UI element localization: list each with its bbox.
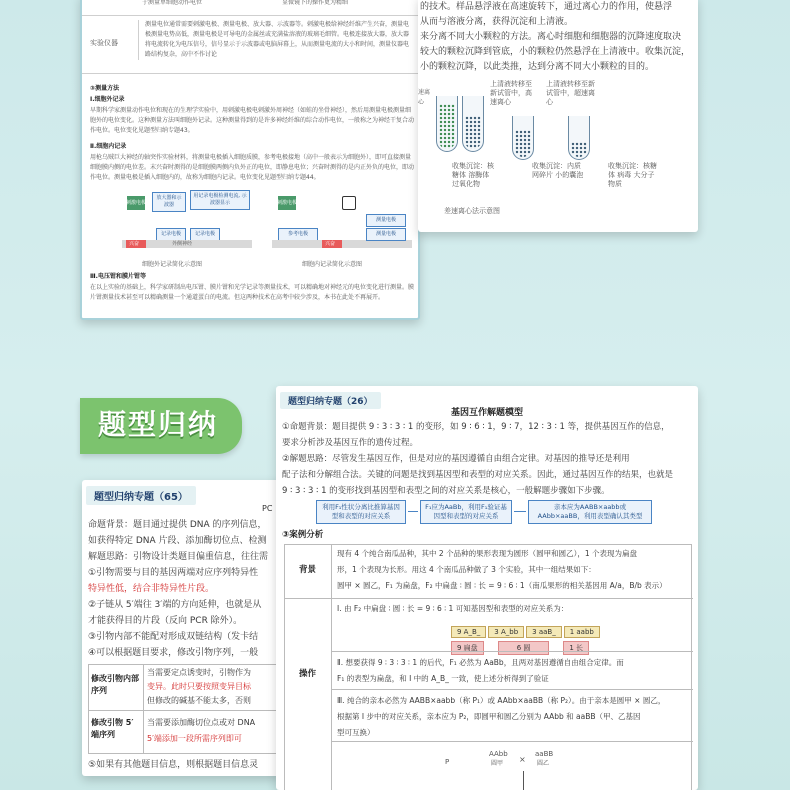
- centrifuge-line-4: 较大的颗粒沉降到管底，小的颗粒仍然悬浮在上清液中。收集沉淀，: [420, 47, 691, 57]
- fig1-caption: 细胞外记录简化示意图: [142, 261, 203, 268]
- case-bg-text1: 现有 4 个纯合南瓜品种，其中 2 个品种的果形表现为圆形（圆甲和圆乙），1 个表现为扁盘: [337, 549, 637, 558]
- tube-prefix: 速离心: [418, 89, 431, 106]
- bl-bg-line2: 如获得特定 DNA 片段、添加酶切位点、检测: [88, 536, 267, 546]
- bottom-right-title: 题型归纳专题（26）: [280, 392, 381, 409]
- bl-table: [88, 664, 282, 754]
- phenotype-2: 1 长: [563, 641, 589, 655]
- bl-row2: [89, 711, 282, 753]
- genotype-3: 1 aabb: [564, 626, 600, 638]
- genotype-2: 3 aaB_: [526, 626, 562, 638]
- bl-row1: [89, 665, 282, 711]
- case-op1: Ⅰ. 由 F₂ 中扁盘 ∶ 圆 ∶ 长 = 9 ∶ 6 ∶ 1 可知基因型和表型的对应关系为：: [337, 604, 569, 613]
- tube-4: [568, 116, 590, 160]
- bl-idea-line: 解题思路：引物设计类题目偏重信息，往往需: [88, 552, 269, 562]
- bl-row2-text2: 5′端添加一段所需序列即可: [147, 734, 242, 743]
- prev-row: [82, 0, 418, 16]
- case-table: [284, 544, 692, 790]
- top-left-page: [80, 0, 420, 320]
- phenotype-row: [451, 635, 591, 655]
- case-row-op: [285, 599, 693, 790]
- case-op-label: 操作: [299, 669, 317, 679]
- sub1-heading: Ⅰ.细胞外记录: [90, 96, 125, 103]
- meter-icon: [342, 196, 356, 210]
- fig1-label-5: 外侧神经: [172, 241, 193, 247]
- case-heading: ③案例分析: [282, 530, 324, 540]
- br-bg2: 要求分析涉及基因互作的遗传过程。: [282, 438, 419, 448]
- bl-row1-label: 修改引物内部序列: [91, 674, 139, 695]
- flow-arrow-1: [408, 511, 418, 512]
- bl-item1b: 特异性低，结合非特异性片段。: [88, 584, 215, 594]
- cross-line: [523, 771, 524, 790]
- sub2-heading: Ⅱ.细胞内记录: [90, 143, 127, 150]
- fig1-label-4: 记录电极: [190, 228, 220, 241]
- label-top-2: 上清液转移至新试管中，超速离心: [546, 80, 595, 106]
- bl-item3: ③引物内部不能配对形成双链结构（发卡结: [88, 632, 259, 642]
- fig1-label-1: 放大器和示波器: [152, 192, 186, 212]
- bl-item4: ④可以根据题目要求，修改引物序列，一般: [88, 648, 259, 658]
- fig1-label-3: 记录电极: [156, 228, 186, 241]
- tube-1: [436, 96, 458, 152]
- instrument-label: 实验仪器: [90, 39, 118, 47]
- banner-title: 题型归纳: [98, 408, 219, 441]
- bl-item2b: 才能获得目的片段（反向 PCR 除外）。: [88, 616, 243, 626]
- bl-bg-line: 命题背景：题目通过提供 DNA 的序列信息，: [88, 520, 267, 530]
- flow-arrow-2: [514, 511, 526, 512]
- nerve-bar-2: [272, 240, 412, 248]
- bl-item5: ⑤如果有其他题目信息，则根据题目信息灵: [88, 760, 259, 770]
- cross-x: ×: [519, 755, 526, 764]
- case-bg-text2: 形，1 个表现为长形。用这 4 个南瓜品种做了 3 个实验，其中一组结果如下：: [337, 565, 596, 574]
- fig2-label-3: 兴奋: [325, 241, 336, 247]
- genotype-0: 9 A_B_: [451, 626, 486, 638]
- banner: [80, 398, 242, 454]
- cross-left: AAbb: [489, 750, 508, 758]
- case-bg-label: 背景: [299, 565, 317, 575]
- cross-right-sub: 圆乙: [537, 760, 550, 767]
- top-right-page: [418, 0, 698, 232]
- case-row-bg: [285, 545, 693, 599]
- centrifuge-line-2: 从而与溶液分离，获得沉淀和上清液。: [420, 17, 574, 27]
- cross-left-sub: 圆甲: [491, 760, 504, 767]
- bottom-left-page: [82, 480, 282, 776]
- br-subtitle: 基因互作解题模型: [450, 408, 523, 418]
- fig2-label-2: 参考电极: [278, 228, 318, 241]
- tube-3: [512, 116, 534, 160]
- method-heading: ③测量方法: [90, 85, 120, 92]
- fig1-label-6: 兴奋: [129, 241, 140, 247]
- case-op2b: F₁ 的表型为扁盘，和 Ⅰ 中的 A_B_ 一致，使上述分析得到了验证: [337, 674, 549, 683]
- flow-step-2: F₁应为AaBb，利用F₁验证基因型和表型的对应关系: [420, 500, 512, 524]
- bottom-left-title: 题型归纳专题（65）: [86, 486, 196, 505]
- centrifuge-line-1: 的技术。样品悬浮液在高速旋转下，通过离心力的作用，使悬浮: [420, 2, 673, 12]
- br-idea3: 9 ∶ 3 ∶ 3 ∶ 1 的变形找到基因型和表型之间的对应关系是核心，一般解题步骤如下步骤。: [282, 486, 610, 496]
- fig1-label-2: 用记录电极检测电流, 示波器显示: [190, 190, 250, 210]
- fig2-label-0: 刺激电极: [276, 200, 297, 206]
- bl-row1-text2: 变异。此时只要按照变异目标: [147, 682, 251, 691]
- bl-item2: ②子链从 5′端往 3′端的方向延伸，也就是从: [88, 600, 262, 610]
- collect-1: 收集沉淀：核糖体 溶酶体 过氧化物: [452, 162, 494, 188]
- bl-row2-label: 修改引物 5′端序列: [91, 718, 134, 739]
- flow-step-1: 利用F₁性状分离比推算基因型和表型的对应关系: [316, 500, 406, 524]
- instrument-text: 测量电位通常需要刺激电极、测量电极、放大器、示波器等。刺激电极给神经纤维产生兴奋，测量电极测量电势高低，测量电极是可导电的金属丝或充满盐溶液的玻璃毛细管。电极连接放大器，放大器将电流转化为电压信号，信号显示于示波器或电脑屏幕上，从而测量电流的大小和时间，测量仪器电路结构复杂，高中不作讨论: [138, 20, 410, 60]
- bottom-left-title-tail: PC: [262, 504, 273, 513]
- collect-3: 收集沉淀：核糖体 病毒 大分子物质: [608, 162, 657, 188]
- bl-row1-text1: 当需要定点诱变时，引物作为: [147, 668, 251, 677]
- centrifuge-line-5: 小的颗粒沉降，以此类推，达到分离不同大小颗粒的目的。: [420, 62, 655, 72]
- phenotype-0: 9 扁盘: [451, 641, 484, 655]
- sub1-text: 早期科学家测量动作电位和现在的生理学实验中，用刺激电极电刺激外周神经（如蛙的坐骨神经），然后用测量电极测量细胞外的电位变化。这种测量方法叫细胞外记录。这种测量得到的是许多神经纤维的综合动作电位，一般称之为神经干复合动作电位。电位变化见题型归纳专题43。: [90, 107, 415, 134]
- tube-2: [462, 96, 484, 152]
- bl-row2-text1: 当需要添加酶切位点或对 DNA: [147, 718, 256, 727]
- bottom-right-page: [276, 386, 698, 790]
- fig2-label-1: 测量电极: [366, 214, 406, 227]
- bl-item1: ①引物需要与目的基因两端对应序列特异性: [88, 568, 259, 578]
- phenotype-1: 6 圆: [498, 641, 550, 655]
- prev-row-text2: 显微镜下的操作更为精细: [282, 0, 349, 6]
- instrument-row: [82, 16, 418, 74]
- bl-row1-text3: 但修改的碱基不能太多，否则: [147, 696, 251, 705]
- extracellular-figure: [122, 190, 252, 258]
- centrifuge-caption: 差速离心法示意图: [444, 207, 500, 215]
- genotype-1: 3 A_bb: [488, 626, 524, 638]
- case-bg-text3: 圆甲 × 圆乙，F₁ 为扁盘，F₂ 中扁盘 ∶ 圆 ∶ 长 = 9 ∶ 6 ∶ 1（南瓜果形的相关基因用 A/a，B/b 表示）: [337, 581, 667, 590]
- case-op2: Ⅱ. 想要获得 9 ∶ 3 ∶ 3 ∶ 1 的后代，F₁ 必然为 AaBb，且两对基因遵循自由组合定律。而: [337, 658, 624, 667]
- br-idea1: ②解题思路：尽管发生基因互作，但是对应的基因遵循自由组合定律。对基因的推导还是利用: [282, 454, 630, 464]
- case-op3b: 根据第 Ⅰ 步中的对应关系，亲本应为 P₂，即圆甲和圆乙分别为 AAbb 和 aaBB（甲、乙基因: [337, 712, 641, 721]
- br-bg1: ①命题背景：题目提供 9 ∶ 3 ∶ 3 ∶ 1 的变形，如 9 ∶ 6 ∶ 1，9 ∶ 7，12 ∶ 3 ∶ 1 等，提供基因互作的信息，: [282, 422, 670, 432]
- fig2-caption: 细胞内记录简化示意图: [302, 261, 363, 268]
- cross-right: aaBB: [535, 750, 554, 758]
- intracellular-figure: [272, 190, 412, 258]
- fig1-label-0: 刺激电极: [125, 200, 146, 206]
- br-idea2: 配子法和分解组合法。关键的问题是找到基因型和表型的对应关系。因此，通过基因互作的结果，也就是: [282, 470, 674, 480]
- collect-2: 收集沉淀：内质网碎片 小的囊泡: [532, 162, 584, 179]
- sub3-text: 在以上实验的基础上，科学家研制出电压钳、膜片钳和光学记录等测量技术，可以精确地对神经元的电位变化进行测量。膜片钳测量技术甚至可以精确测量一个通道蛋白的电流。但这两种技术在高考中较少涉及，本书在此处不再展开。: [90, 284, 415, 301]
- cross-p: P: [445, 758, 450, 766]
- fig2-label-4: 测量电极: [366, 228, 406, 241]
- case-op3: Ⅲ. 纯合的亲本必然为 AABB×aabb（称 P₁）或 AAbb×aaBB（称 P₂）。由于亲本是圆甲 × 圆乙，: [337, 696, 666, 705]
- centrifuge-line-3: 来分离不同大小颗粒的方法。离心时细胞和细胞器的沉降速度取决: [420, 32, 682, 42]
- label-top-1: 上清液转移至新试管中，高速离心: [490, 80, 532, 106]
- prev-row-text: 于测量单细胞动作电位: [142, 0, 203, 6]
- sub3-heading: Ⅲ.电压钳和膜片钳等: [90, 273, 146, 280]
- case-op3c: 型可互换）: [337, 728, 375, 737]
- flow-step-3: 亲本应为AABB×aabb或AAbb×aaBB，利用表型确认其类型: [528, 500, 652, 524]
- sub2-text: 用枪乌贼巨大神经的轴突作实验材料，将测量电极插入细胞质膜，参考电极接地（高中一般表示为细胞外），即可直接测量细胞膜内侧的电位差。末兴奋时测得的是细胞膜两侧内负外正的电位，即静息电位；兴奋时测得的是内正外负的电位，即动作电位。测量电极是插入细胞内的，故称为细胞内记录。电位变化见题型归纳专题44。: [90, 154, 415, 181]
